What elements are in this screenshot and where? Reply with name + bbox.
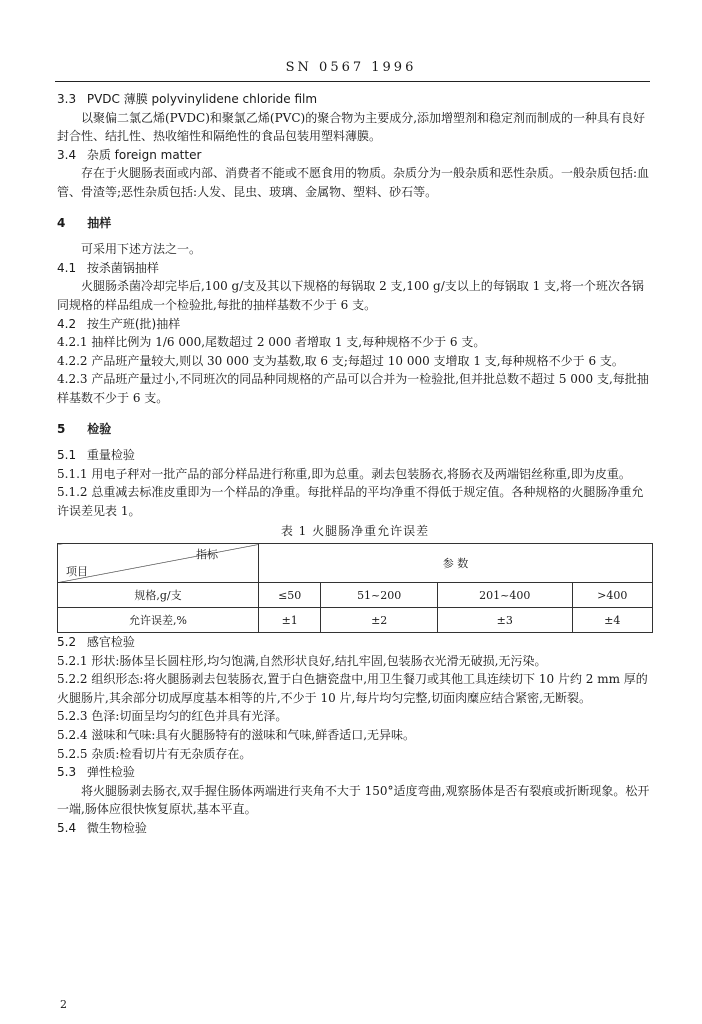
section-number: 3.4	[57, 147, 77, 162]
section-5-4-title	[57, 819, 653, 838]
section-title: 按生产班(批)抽样	[86, 316, 181, 331]
section-3-3-title	[57, 90, 653, 109]
page-number: 2	[60, 998, 67, 1011]
section-body: 产品班产量较大,则以 30 000 支为基数,取 6 支;每超过 10 000 支增取 1 支,每种规格不少于 6 支。	[91, 353, 624, 368]
section-5-3-title	[57, 763, 653, 782]
section-5-1-title	[57, 446, 653, 465]
table-cell: ±4	[572, 608, 652, 633]
table-cell: 51~200	[321, 583, 438, 608]
section-5-3-body: 将火腿肠剥去肠衣,双手握住肠体两端进行夹角不大于 150°适度弯曲,观察肠体是否有裂痕或折断现象。松开一端,肠体应很快恢复原状,基本平直。	[57, 783, 650, 817]
section-body: 组织形态:将火腿肠剥去包装肠衣,置于白色搪瓷盘中,用卫生餐刀或其他工具连续切下 10 片约 2 mm 厚的火腿肠片,其余部分切成厚度基本相等的片,不少于 10 片,每片均匀完整,切面肉糜应结合紧密,无断裂。	[57, 672, 648, 705]
table-cell: ±1	[259, 608, 321, 633]
section-3-4-body: 存在于火腿肠表面或内部、消费者不能或不愿食用的物质。杂质分为一般杂质和恶性杂质。一般杂质包括:血管、骨渣等;恶性杂质包括:人发、昆虫、玻璃、金属物、塑料、砂石等。	[57, 166, 650, 199]
section-number: 5.2.2	[57, 672, 88, 687]
section-5-2-4	[57, 726, 653, 745]
section-number: 5.3	[57, 765, 77, 780]
section-body: 色泽:切面呈均匀的红色并具有光泽。	[91, 709, 288, 724]
document-body	[57, 90, 653, 838]
table-diagonal-header-cell	[58, 544, 259, 583]
chapter-number: 5	[57, 421, 66, 436]
section-number: 5.2.4	[57, 728, 88, 743]
section-number: 4.2.3	[57, 372, 88, 387]
section-3-3-body: 以聚偏二氯乙烯(PVDC)和聚氯乙烯(PVC)的聚合物为主要成分,添加增塑剂和稳定剂而制成的一种具有良好封合性、结扎性、热收缩性和隔绝性的食品包装用塑料薄膜。	[57, 110, 646, 144]
section-title: 重量检验	[86, 448, 135, 463]
section-number: 3.3	[57, 92, 77, 106]
section-title: 微生物检验	[86, 821, 147, 835]
section-number: 4.2	[57, 316, 77, 331]
row-label: 允许误差,%	[58, 608, 259, 633]
param-header-cell: 参 数	[259, 544, 653, 583]
section-number: 4.2.2	[57, 353, 88, 368]
section-number: 5.1.2	[57, 485, 88, 500]
section-4-2-title	[57, 315, 653, 334]
section-5-1-2	[57, 483, 653, 520]
section-title: 杂质 foreign matter	[86, 147, 202, 162]
chapter-5-title	[57, 420, 653, 439]
section-number: 5.2.5	[57, 746, 88, 761]
section-body: 总重减去标准皮重即为一个样品的净重。每批样品的平均净重不得低于规定值。各种规格的火腿肠净重允许误差见表 1。	[57, 485, 644, 518]
section-body: 形状:肠体呈长圆柱形,均匀饱满,自然形状良好,结扎牢固,包装肠衣光滑无破损,无污染。	[91, 653, 547, 668]
diagonal-header-top: 指标	[196, 548, 218, 562]
section-number: 5.1.1	[57, 466, 88, 481]
section-title: 按杀菌锅抽样	[86, 260, 159, 275]
section-title: 弹性检验	[86, 765, 135, 780]
table-cell: ≤50	[259, 583, 321, 608]
section-number: 5.2.3	[57, 709, 88, 724]
table-cell: 201~400	[437, 583, 572, 608]
chapter-title: 抽样	[87, 215, 112, 230]
chapter-title: 检验	[87, 421, 112, 436]
chapter-4-title	[57, 214, 653, 233]
table-cell: ±2	[321, 608, 438, 633]
section-5-2-title	[57, 633, 653, 652]
section-number: 5.2	[57, 635, 77, 650]
net-weight-tolerance-table	[57, 543, 653, 633]
section-4-2-3	[57, 370, 653, 407]
section-body: 用电子秤对一批产品的部分样品进行称重,即为总重。剥去包装肠衣,将肠衣及两端铝丝称重,即为皮重。	[91, 466, 631, 481]
section-body: 杂质:检看切片有无杂质存在。	[91, 746, 252, 761]
section-4-2-1	[57, 333, 653, 352]
chapter-4-intro: 可采用下述方法之一。	[81, 242, 202, 257]
section-5-2-5	[57, 745, 653, 764]
section-5-2-3	[57, 707, 653, 726]
section-title: PVDC 薄膜 polyvinylidene chloride film	[86, 92, 318, 106]
section-number: 4.1	[57, 260, 77, 275]
section-number: 5.4	[57, 821, 77, 835]
section-4-1-body: 火腿肠杀菌冷却完毕后,100 g/支及其以下规格的每锅取 2 支,100 g/支以上的每锅取 1 支,将一个班次各锅同规格的样品组成一个检验批,每批的抽样基数不少于 6 支。	[57, 279, 644, 312]
page-header: SN 0567 1996	[285, 60, 417, 75]
section-4-2-2	[57, 352, 653, 371]
chapter-number: 4	[57, 215, 66, 230]
table-header-row	[58, 544, 653, 583]
section-number: 4.2.1	[57, 335, 88, 350]
section-3-4-title	[57, 146, 653, 165]
table-cell: ±3	[437, 608, 572, 633]
table-row	[58, 608, 653, 633]
section-number: 5.1	[57, 448, 77, 463]
section-body: 抽样比例为 1/6 000,尾数超过 2 000 者增取 1 支,每种规格不少于 6 支。	[91, 335, 486, 350]
section-body: 产品班产量过小,不同班次的同品种同规格的产品可以合并为一检验批,但并批总数不超过 5 000 支,每批抽样基数不少于 6 支。	[57, 372, 649, 405]
header-rule	[55, 81, 650, 82]
section-title: 感官检验	[86, 635, 135, 650]
section-5-2-1	[57, 652, 653, 671]
section-5-2-2	[57, 670, 653, 707]
section-body: 滋味和气味:具有火腿肠特有的滋味和气味,鲜香适口,无异味。	[91, 728, 416, 743]
table-1-caption: 表 1 火腿肠净重允许误差	[280, 524, 430, 539]
row-label: 规格,g/支	[58, 583, 259, 608]
section-number: 5.2.1	[57, 653, 88, 668]
table-cell: >400	[572, 583, 652, 608]
section-4-1-title	[57, 259, 653, 278]
table-row	[58, 583, 653, 608]
diagonal-header-bottom: 项目	[66, 565, 88, 579]
section-5-1-1	[57, 465, 653, 484]
